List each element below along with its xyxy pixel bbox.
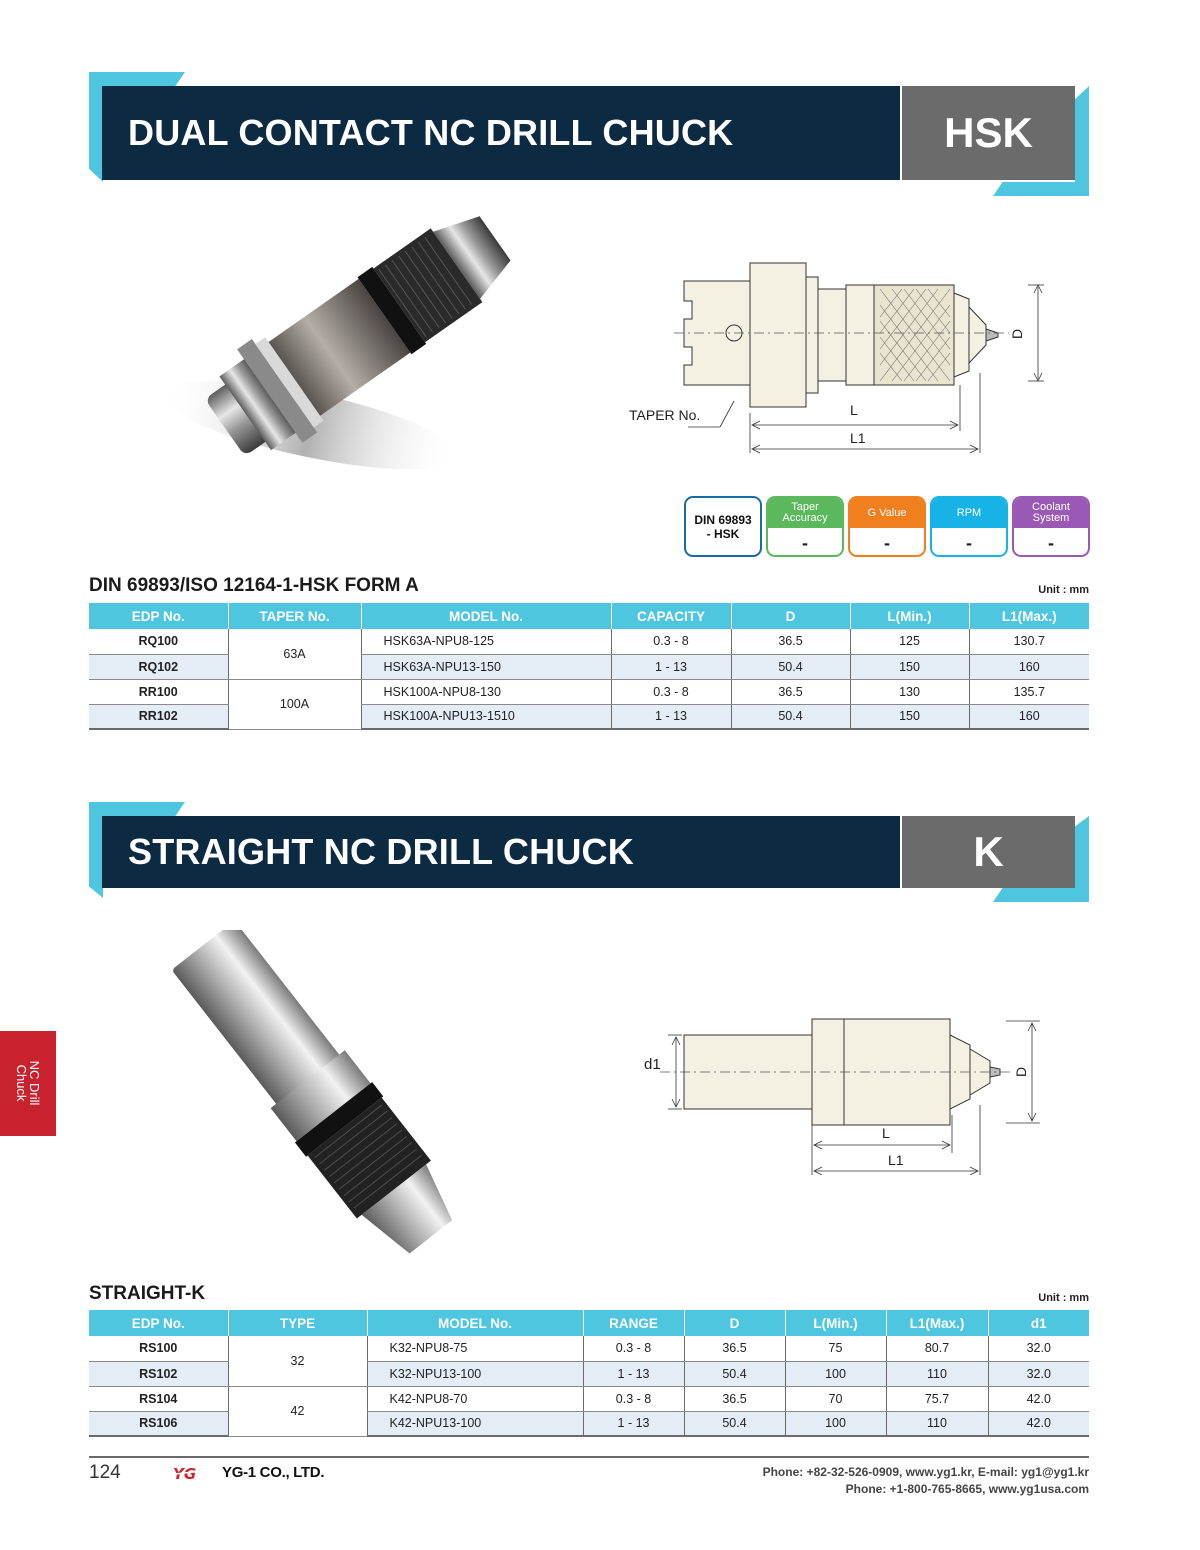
badge-value: - — [1047, 534, 1055, 553]
column-header: CAPACITY — [611, 603, 731, 629]
edp-cell: RS104 — [89, 1386, 228, 1411]
capacity-cell: 1 - 13 — [611, 654, 731, 679]
edp-cell: RQ100 — [89, 629, 228, 654]
drawing-label-d: D — [1009, 328, 1025, 339]
d1-cell: 32.0 — [988, 1336, 1089, 1361]
edp-cell: RR102 — [89, 704, 228, 729]
unit-label: Unit : mm — [1038, 1292, 1089, 1304]
model-cell: HSK63A-NPU8-125 — [361, 629, 611, 654]
table-row — [89, 679, 1089, 704]
contact-line-korea: Phone: +82-32-526-0909, www.yg1.kr, E-mail: yg1@yg1.kr — [762, 1465, 1089, 1479]
section-code: HSK — [944, 109, 1033, 156]
column-header: L(Min.) — [850, 603, 969, 629]
range-cell: 1 - 13 — [583, 1411, 684, 1436]
drawing-label-l1: L1 — [888, 1152, 904, 1168]
edp-cell: RS102 — [89, 1361, 228, 1386]
header-accent — [89, 802, 185, 816]
side-tab-label — [15, 1061, 41, 1106]
column-header: D — [684, 1310, 785, 1336]
d-cell: 36.5 — [684, 1386, 785, 1411]
hsk-chuck-photo — [160, 210, 520, 510]
column-header: d1 — [988, 1310, 1089, 1336]
header-accent — [993, 182, 1089, 196]
side-tab-line: NC Drill — [27, 1060, 42, 1106]
yg1-logo-icon — [173, 1465, 217, 1481]
model-cell: HSK63A-NPU13-150 — [361, 654, 611, 679]
table-header-row — [89, 1310, 1089, 1336]
badge-label: RPM — [932, 498, 1006, 528]
l-cell: 130 — [850, 679, 969, 704]
drawing-label-l: L — [850, 402, 858, 418]
l-cell: 75 — [785, 1336, 886, 1361]
edp-cell: RR100 — [89, 679, 228, 704]
section-header-hsk — [89, 72, 1089, 196]
model-cell: K42-NPU13-100 — [367, 1411, 583, 1436]
d-cell: 50.4 — [684, 1361, 785, 1386]
l1-cell: 135.7 — [969, 679, 1089, 704]
drawing-label-taper: TAPER No. — [629, 407, 701, 423]
straight-chuck-photo — [140, 930, 500, 1260]
d1-cell: 32.0 — [988, 1361, 1089, 1386]
footer-divider — [89, 1456, 1089, 1458]
column-header: L1(Max.) — [886, 1310, 988, 1336]
side-tab-line: Chuck — [14, 1064, 29, 1102]
range-cell: 0.3 - 8 — [583, 1336, 684, 1361]
column-header: L1(Max.) — [969, 603, 1089, 629]
d-cell: 36.5 — [731, 679, 850, 704]
l-cell: 100 — [785, 1411, 886, 1436]
badge-rpm — [930, 496, 1008, 557]
d1-cell: 42.0 — [988, 1386, 1089, 1411]
range-cell: 1 - 13 — [583, 1361, 684, 1386]
drawing-label-d1: d1 — [644, 1056, 661, 1073]
table-title: STRAIGHT-K — [89, 1283, 206, 1304]
spec-badges — [684, 496, 1090, 558]
badge-g-value — [848, 496, 926, 557]
badge-value: - — [965, 534, 973, 553]
d-cell: 36.5 — [684, 1336, 785, 1361]
column-header: MODEL No. — [367, 1310, 583, 1336]
type-cell: 32 — [228, 1336, 367, 1386]
column-header: TAPER No. — [228, 603, 361, 629]
chapter-side-tab[interactable] — [0, 1031, 56, 1136]
l-cell: 100 — [785, 1361, 886, 1386]
range-cell: 0.3 - 8 — [583, 1386, 684, 1411]
l1-cell: 160 — [969, 704, 1089, 729]
column-header: D — [731, 603, 850, 629]
badge-value: - — [883, 534, 891, 553]
model-cell: K32-NPU13-100 — [367, 1361, 583, 1386]
header-accent — [89, 802, 103, 898]
d-cell: 50.4 — [731, 654, 850, 679]
badge-label: Taper Accuracy — [768, 498, 842, 528]
section-header-k — [89, 802, 1089, 902]
hsk-spec-table — [89, 603, 1089, 730]
table-title: DIN 69893/ISO 12164-1-HSK FORM A — [89, 575, 419, 596]
straight-chuck-drawing — [640, 1015, 1060, 1175]
taper-cell: 100A — [228, 679, 361, 729]
capacity-cell: 0.3 - 8 — [611, 629, 731, 654]
drawing-label-l: L — [882, 1125, 890, 1141]
d-cell: 50.4 — [731, 704, 850, 729]
d-cell: 36.5 — [731, 629, 850, 654]
header-accent — [1075, 816, 1089, 902]
d1-cell: 42.0 — [988, 1411, 1089, 1436]
section-title: STRAIGHT NC DRILL CHUCK — [128, 831, 634, 872]
contact-info — [763, 1464, 1089, 1498]
edp-cell: RQ102 — [89, 654, 228, 679]
l1-cell: 130.7 — [969, 629, 1089, 654]
badge-taper-accuracy — [766, 496, 844, 557]
badge-label: Coolant System — [1014, 498, 1088, 528]
edp-cell: RS100 — [89, 1336, 228, 1361]
drawing-label-l1: L1 — [850, 430, 866, 446]
header-accent — [89, 72, 185, 86]
hsk-chuck-drawing — [624, 255, 1054, 455]
model-cell: K32-NPU8-75 — [367, 1336, 583, 1361]
section-title: DUAL CONTACT NC DRILL CHUCK — [128, 112, 734, 153]
section-code: K — [973, 828, 1004, 875]
column-header: MODEL No. — [361, 603, 611, 629]
header-accent — [89, 72, 103, 182]
svg-text:YG: YG — [173, 1465, 197, 1481]
type-cell: 42 — [228, 1386, 367, 1436]
column-header: L(Min.) — [785, 1310, 886, 1336]
capacity-cell: 1 - 13 — [611, 704, 731, 729]
capacity-cell: 0.3 - 8 — [611, 679, 731, 704]
drawing-label-d: D — [1013, 1066, 1029, 1077]
column-header: TYPE — [228, 1310, 367, 1336]
column-header: EDP No. — [89, 603, 228, 629]
header-accent — [993, 888, 1089, 902]
column-header: RANGE — [583, 1310, 684, 1336]
model-cell: HSK100A-NPU8-130 — [361, 679, 611, 704]
badge-din-standard: DIN 69893 - HSK — [684, 496, 762, 557]
l-cell: 70 — [785, 1386, 886, 1411]
l-cell: 150 — [850, 654, 969, 679]
straight-k-spec-table — [89, 1310, 1089, 1437]
l1-cell: 75.7 — [886, 1386, 988, 1411]
model-cell: K42-NPU8-70 — [367, 1386, 583, 1411]
table-header-row — [89, 603, 1089, 629]
taper-cell: 63A — [228, 629, 361, 679]
badge-value: - — [801, 534, 809, 553]
column-header: EDP No. — [89, 1310, 228, 1336]
l-cell: 125 — [850, 629, 969, 654]
edp-cell: RS106 — [89, 1411, 228, 1436]
l-cell: 150 — [850, 704, 969, 729]
unit-label: Unit : mm — [1038, 584, 1089, 596]
page-number: 124 — [89, 1462, 121, 1483]
model-cell: HSK100A-NPU13-1510 — [361, 704, 611, 729]
d-cell: 50.4 — [684, 1411, 785, 1436]
header-accent — [1075, 86, 1089, 196]
badge-label: G Value — [850, 498, 924, 528]
l1-cell: 110 — [886, 1411, 988, 1436]
contact-line-usa: Phone: +1-800-765-8665, www.yg1usa.com — [845, 1482, 1089, 1496]
l1-cell: 110 — [886, 1361, 988, 1386]
badge-coolant-system — [1012, 496, 1090, 557]
l1-cell: 80.7 — [886, 1336, 988, 1361]
table-row — [89, 1336, 1089, 1361]
table-row — [89, 1386, 1089, 1411]
company-name: YG-1 CO., LTD. — [222, 1464, 325, 1481]
table-row — [89, 629, 1089, 654]
l1-cell: 160 — [969, 654, 1089, 679]
